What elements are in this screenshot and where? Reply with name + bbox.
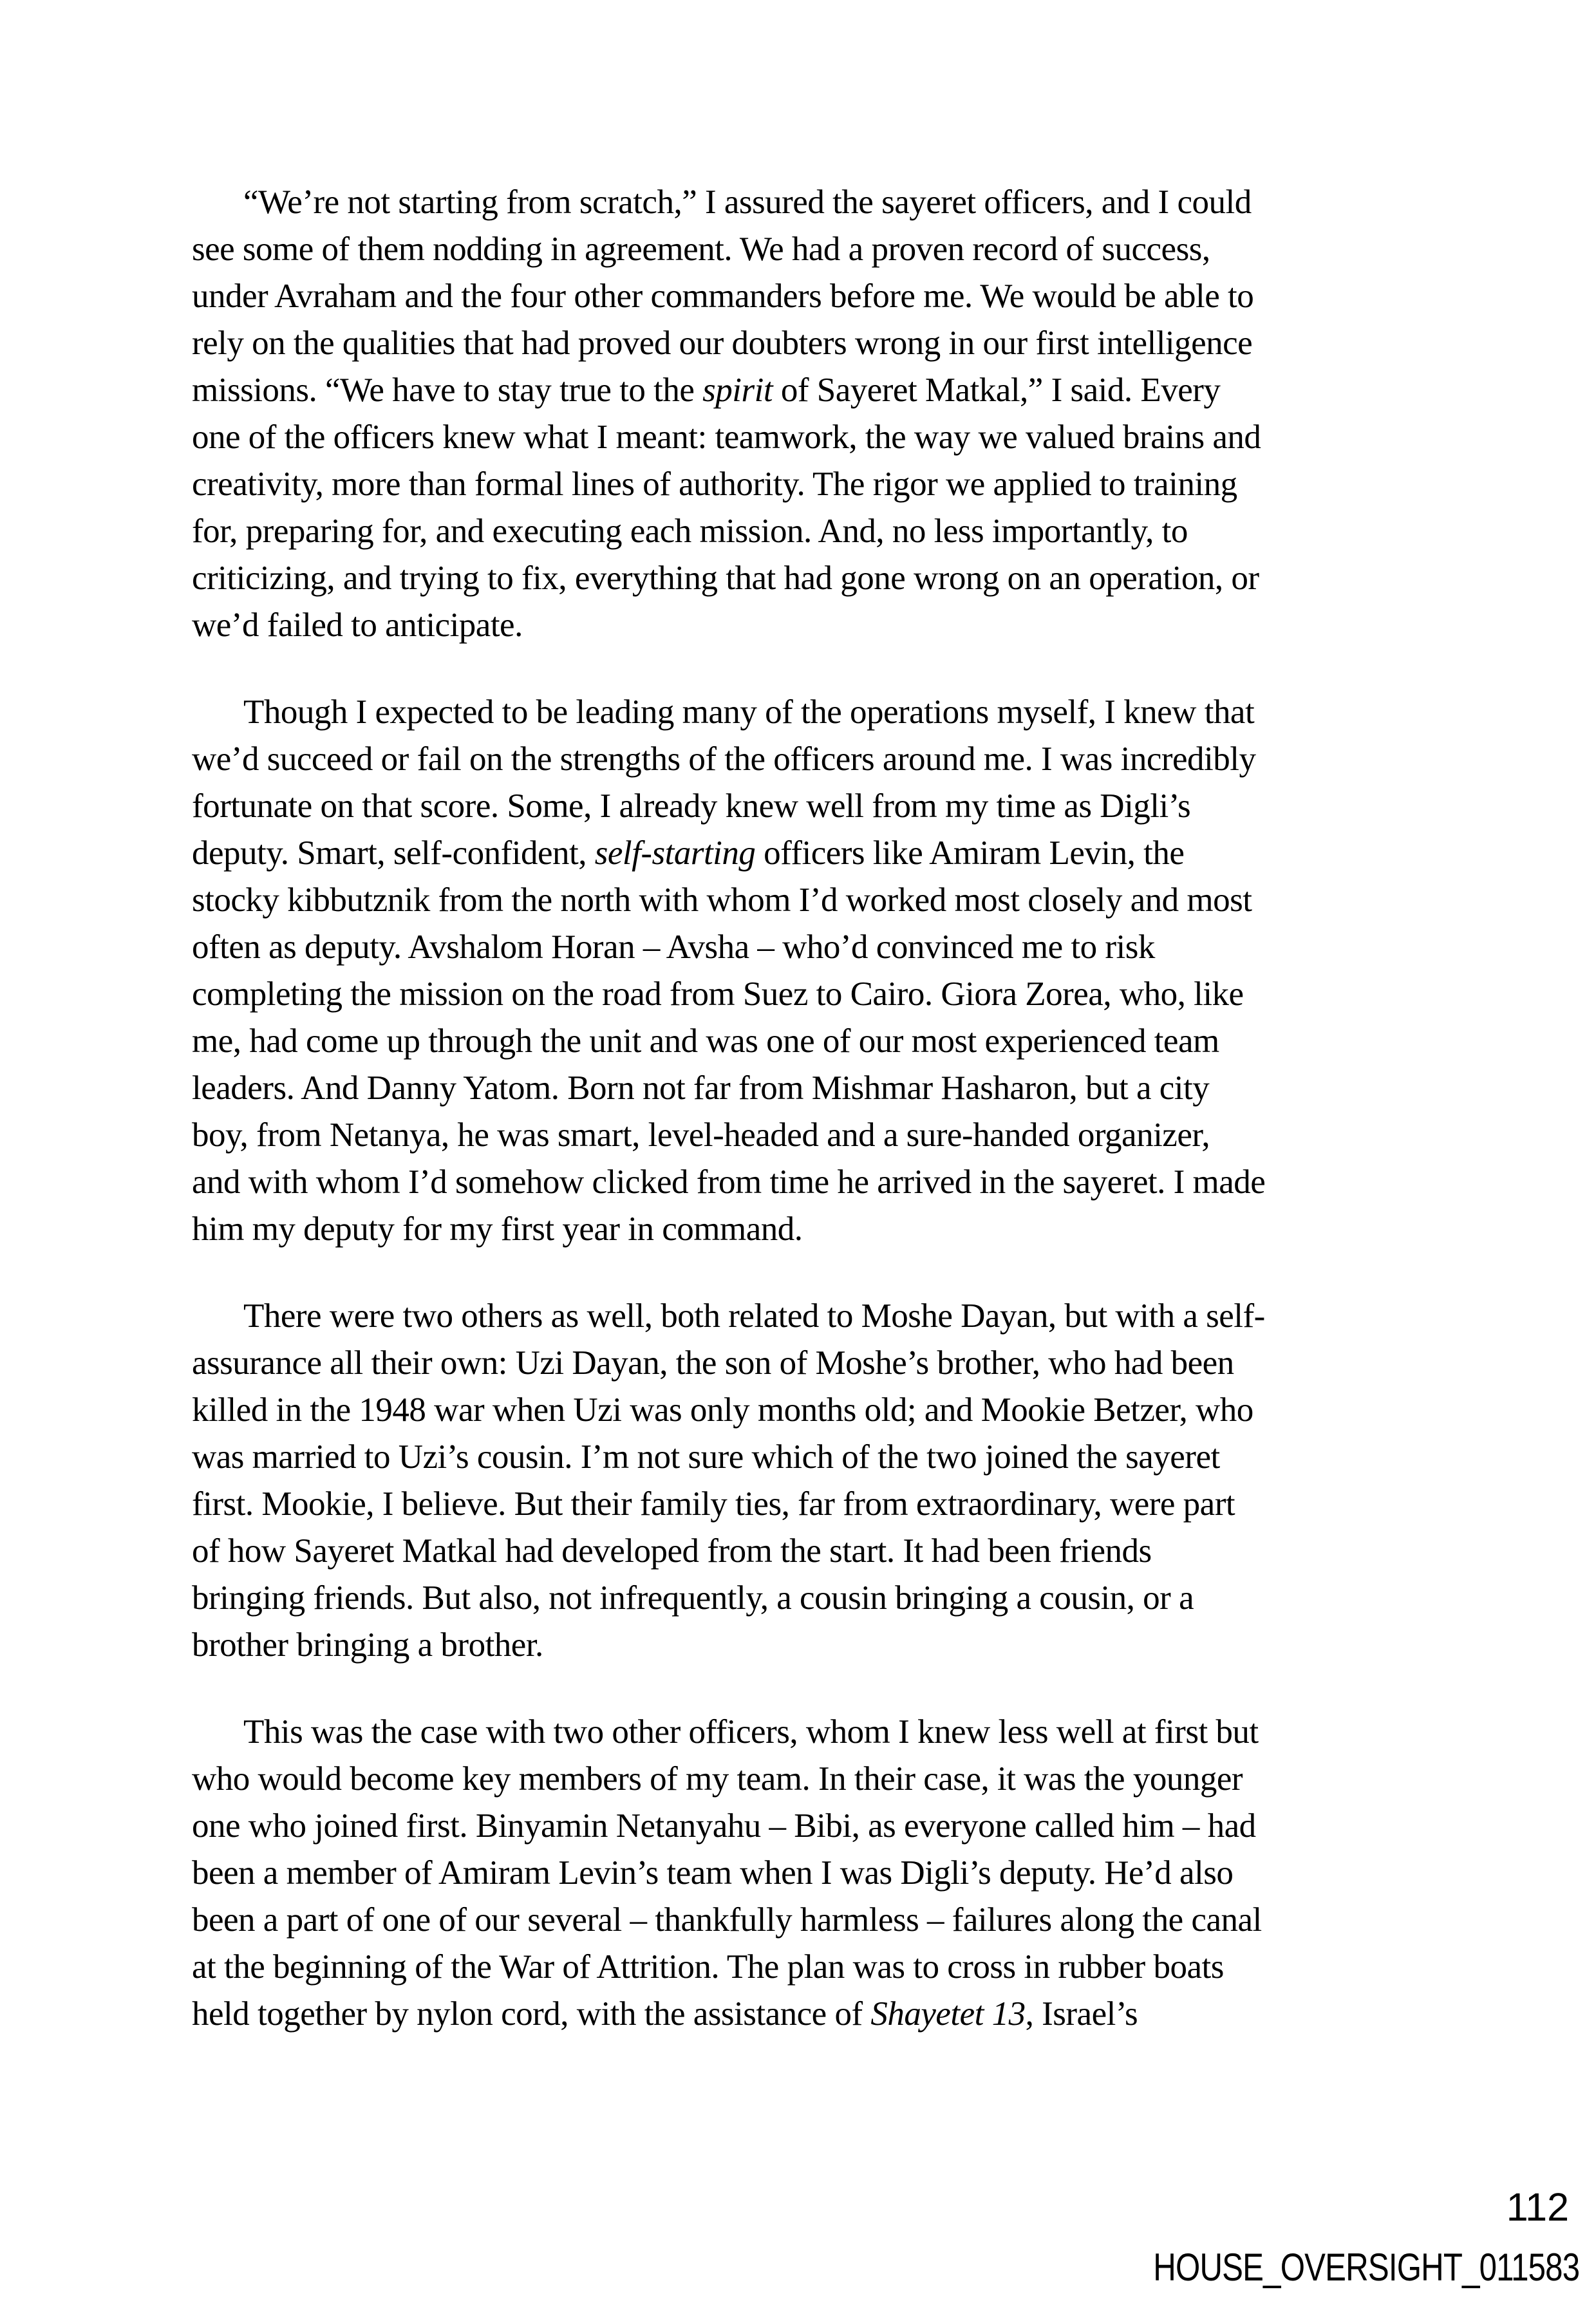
text-segment: missions. “We have to stay true to the xyxy=(192,371,703,409)
text-segment: him my deputy for my first year in command. xyxy=(192,1210,803,1248)
text-segment: There were two others as well, both related to Moshe Dayan, but with a self- xyxy=(243,1297,1265,1335)
text-segment: for, preparing for, and executing each mission. And, no less importantly, to xyxy=(192,512,1188,550)
text-line xyxy=(192,367,1437,414)
text-segment: killed in the 1948 war when Uzi was only months old; and Mookie Betzer, who xyxy=(192,1391,1253,1429)
text-segment: held together by nylon cord, with the assistance of xyxy=(192,1995,871,2033)
text-line xyxy=(192,783,1437,830)
text-segment: This was the case with two other officers, whom I knew less well at first but xyxy=(243,1713,1259,1751)
text-line xyxy=(192,1803,1437,1850)
text-segment: criticizing, and trying to fix, everything that had gone wrong on an operation, or xyxy=(192,559,1259,597)
text-segment: see some of them nodding in agreement. We had a proven record of success, xyxy=(192,230,1210,268)
paragraph xyxy=(192,689,1437,1253)
text-line xyxy=(192,877,1437,924)
text-segment: we’d failed to anticipate. xyxy=(192,606,523,644)
text-line xyxy=(192,1622,1437,1669)
text-line xyxy=(192,508,1437,555)
text-line xyxy=(192,1387,1437,1434)
text-segment: , Israel’s xyxy=(1025,1995,1138,2033)
text-line xyxy=(192,226,1437,273)
text-line xyxy=(192,1709,1437,1756)
text-segment: one of the officers knew what I meant: teamwork, the way we valued brains and xyxy=(192,418,1261,456)
italic-text-segment: spirit xyxy=(702,371,773,409)
paragraph xyxy=(192,1293,1437,1669)
text-line xyxy=(192,273,1437,320)
text-line xyxy=(192,461,1437,508)
text-segment: brother bringing a brother. xyxy=(192,1626,543,1664)
text-line xyxy=(192,1850,1437,1897)
text-line xyxy=(192,1897,1437,1944)
text-segment: often as deputy. Avshalom Horan – Avsha – who’d convinced me to risk xyxy=(192,928,1155,966)
text-segment: Though I expected to be leading many of the operations myself, I knew that xyxy=(243,693,1255,731)
text-line xyxy=(192,924,1437,971)
text-segment: completing the mission on the road from Suez to Cairo. Giora Zorea, who, like xyxy=(192,975,1244,1013)
text-segment: leaders. And Danny Yatom. Born not far from Mishmar Hasharon, but a city xyxy=(192,1069,1210,1107)
paragraph xyxy=(192,1709,1437,2038)
text-segment: been a member of Amiram Levin’s team when I was Digli’s deputy. He’d also xyxy=(192,1854,1234,1892)
italic-text-segment: self-starting xyxy=(594,834,756,872)
text-segment: at the beginning of the War of Attrition. The plan was to cross in rubber boats xyxy=(192,1948,1224,1986)
bates-stamp xyxy=(1060,2248,1579,2287)
italic-text-segment: Shayetet 13 xyxy=(870,1995,1026,2033)
text-line xyxy=(192,1159,1437,1206)
text-segment: of Sayeret Matkal,” I said. Every xyxy=(773,371,1221,409)
text-segment: first. Mookie, I believe. But their family ties, far from extraordinary, were part xyxy=(192,1485,1235,1523)
text-segment: who would become key members of my team. In their case, it was the younger xyxy=(192,1760,1243,1798)
text-line xyxy=(192,1112,1437,1159)
text-segment: creativity, more than formal lines of authority. The rigor we applied to training xyxy=(192,465,1237,503)
text-segment: was married to Uzi’s cousin. I’m not sure which of the two joined the sayeret xyxy=(192,1438,1220,1476)
text-line xyxy=(192,1206,1437,1253)
text-line xyxy=(192,1575,1437,1622)
text-line xyxy=(192,555,1437,602)
text-segment: we’d succeed or fail on the strengths of the officers around me. I was incredibly xyxy=(192,740,1256,778)
text-line xyxy=(192,1340,1437,1387)
text-line xyxy=(192,1991,1437,2038)
text-segment: assurance all their own: Uzi Dayan, the son of Moshe’s brother, who had been xyxy=(192,1344,1234,1382)
text-line xyxy=(192,1293,1437,1340)
text-line xyxy=(192,830,1437,877)
text-segment: stocky kibbutznik from the north with whom I’d worked most closely and most xyxy=(192,881,1252,919)
text-line xyxy=(192,1756,1437,1803)
bates-stamp-text: HOUSE_OVERSIGHT_011583 xyxy=(1153,2246,1579,2289)
text-line xyxy=(192,602,1437,649)
text-segment: deputy. Smart, self-confident, xyxy=(192,834,595,872)
text-line xyxy=(192,689,1437,736)
text-line xyxy=(192,1481,1437,1528)
text-line xyxy=(192,414,1437,461)
text-segment: under Avraham and the four other commanders before me. We would be able to xyxy=(192,277,1254,315)
text-segment: fortunate on that score. Some, I already knew well from my time as Digli’s xyxy=(192,787,1191,825)
text-line xyxy=(192,971,1437,1018)
text-line xyxy=(192,1065,1437,1112)
text-segment: “We’re not starting from scratch,” I assured the sayeret officers, and I could xyxy=(243,183,1252,221)
text-segment: me, had come up through the unit and was one of our most experienced team xyxy=(192,1022,1219,1060)
text-line xyxy=(192,1528,1437,1575)
page-number: 112 xyxy=(1506,2185,1569,2229)
text-line xyxy=(192,1018,1437,1065)
text-line xyxy=(192,179,1437,226)
paragraph xyxy=(192,179,1437,649)
text-line xyxy=(192,1434,1437,1481)
text-segment: bringing friends. But also, not infrequently, a cousin bringing a cousin, or a xyxy=(192,1579,1194,1617)
text-segment: officers like Amiram Levin, the xyxy=(755,834,1185,872)
text-segment: rely on the qualities that had proved our doubters wrong in our first intelligence xyxy=(192,324,1253,362)
text-segment: and with whom I’d somehow clicked from time he arrived in the sayeret. I made xyxy=(192,1163,1266,1201)
text-body xyxy=(192,179,1437,2078)
text-line xyxy=(192,1944,1437,1991)
text-segment: one who joined first. Binyamin Netanyahu – Bibi, as everyone called him – had xyxy=(192,1807,1256,1845)
text-segment: boy, from Netanya, he was smart, level-headed and a sure-handed organizer, xyxy=(192,1116,1210,1154)
text-segment: been a part of one of our several – thankfully harmless – failures along the canal xyxy=(192,1901,1262,1939)
text-line xyxy=(192,320,1437,367)
text-segment: of how Sayeret Matkal had developed from the start. It had been friends xyxy=(192,1532,1152,1570)
text-line xyxy=(192,736,1437,783)
